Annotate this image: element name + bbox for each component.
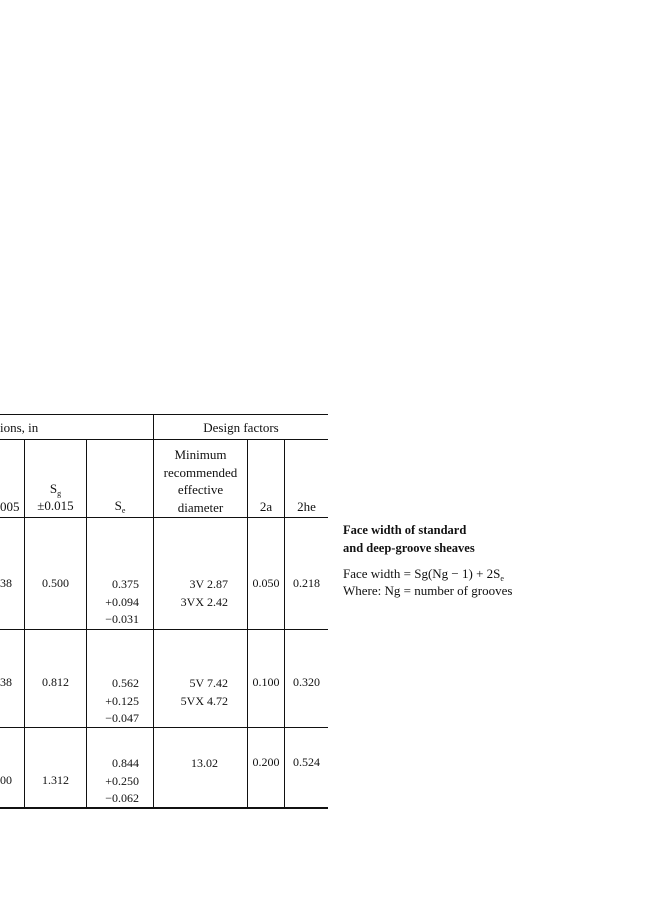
se-value: 0.375 (112, 577, 139, 591)
col-divider-4 (247, 439, 248, 807)
note-title-line-1: Face width of standard (343, 523, 467, 537)
diameter-value: 13.02 (191, 756, 218, 770)
2he-header: 2he (297, 499, 316, 514)
se-tol-plus: +0.125 (105, 693, 139, 708)
min-diameter-header-line: effective (177, 482, 224, 497)
sg-symbol: S (49, 481, 58, 496)
header-bottom-rule (0, 517, 328, 518)
face-width-formula (343, 566, 504, 582)
se-tol-minus: −0.062 (105, 791, 139, 805)
row1-bottom-rule (0, 629, 328, 630)
table-row-3-truncated: 00 (0, 773, 12, 787)
table-row-3-diameter (154, 755, 218, 773)
se-subscript: e (121, 506, 126, 515)
truncated-tolerance-header: 005 (0, 499, 20, 514)
se-value: 0.562 (112, 676, 139, 690)
min-diameter-header-line: recommended (163, 464, 238, 480)
se-tol-minus: −0.047 (105, 711, 139, 725)
min-diameter-header (154, 446, 247, 516)
table-row-2-truncated: 38 (0, 675, 12, 689)
diameter-value: 3VX 2.42 (180, 594, 228, 609)
se-tol-plus: +0.094 (105, 594, 139, 609)
row2-bottom-rule (0, 727, 328, 728)
diameter-value: 3V 2.87 (189, 577, 228, 591)
se-symbol: S (114, 498, 122, 513)
formula-subscript: e (500, 574, 504, 583)
table-row-2-diameter (154, 675, 228, 710)
table-bottom-rule (0, 807, 328, 809)
min-diameter-header-line: diameter (177, 499, 224, 515)
min-diameter-header-line: Minimum (174, 447, 227, 462)
sg-tolerance-header: ±0.015 (37, 498, 74, 513)
sg-subscript: g (57, 489, 62, 498)
diameter-value: 5V 7.42 (189, 676, 228, 690)
se-value: 0.844 (112, 756, 139, 770)
table-row-2-2he: 0.320 (293, 675, 320, 689)
table-row-3-sg: 1.312 (42, 773, 69, 787)
sg-header (25, 481, 86, 497)
dimensions-group-header: ions, in (0, 420, 39, 435)
table-row-1-2he: 0.218 (293, 576, 320, 590)
table-row-1-se (87, 576, 139, 629)
table-row-1-truncated: 38 (0, 576, 12, 590)
design-factors-group-header: Design factors (203, 420, 279, 435)
table-row-2-sg: 0.812 (42, 675, 69, 689)
col-divider-5 (284, 439, 285, 807)
table-row-1-diameter (154, 576, 228, 611)
formula-where-clause: Where: Ng = number of grooves (343, 583, 513, 598)
2a-header: 2a (259, 499, 273, 514)
se-tol-minus: −0.031 (105, 612, 139, 626)
subheader-rule (0, 439, 328, 440)
table-top-rule (0, 414, 328, 415)
note-title-line-2: and deep-groove sheaves (343, 541, 475, 555)
table-row-3-2a: 0.200 (252, 755, 280, 769)
table-row-3-se (87, 755, 139, 808)
formula-text: Face width = Sg(Ng − 1) + 2S (343, 566, 501, 581)
table-row-3-2he: 0.524 (293, 755, 320, 769)
table-row-2-se (87, 675, 139, 728)
table-row-2-2a: 0.100 (252, 675, 280, 689)
table-row-1-2a: 0.050 (252, 576, 280, 590)
diameter-value: 5VX 4.72 (180, 693, 228, 708)
table-row-1-sg: 0.500 (42, 576, 69, 590)
se-header (87, 498, 153, 514)
se-tol-plus: +0.250 (105, 773, 139, 788)
